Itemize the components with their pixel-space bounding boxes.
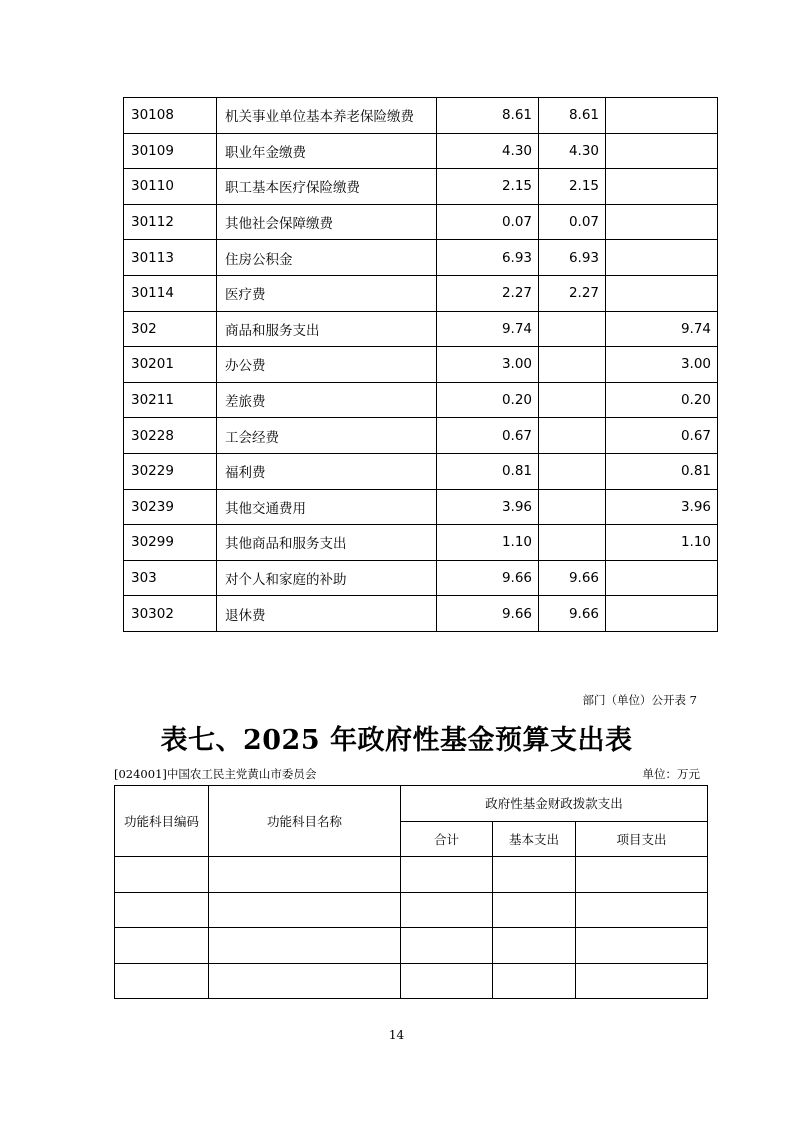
cell-total: 8.61 xyxy=(437,98,539,134)
header-project: 项目支出 xyxy=(576,821,708,857)
cell-name: 工会经费 xyxy=(217,418,437,454)
cell-project xyxy=(606,98,718,134)
table-row xyxy=(124,560,718,596)
cell-project xyxy=(606,275,718,311)
cell-project: 1.10 xyxy=(606,525,718,561)
empty-row xyxy=(115,857,708,893)
table-row xyxy=(124,98,718,134)
cell-basic xyxy=(539,347,606,383)
unit-label: 单位：万元 xyxy=(642,767,700,781)
cell-total: 4.30 xyxy=(437,133,539,169)
empty-row xyxy=(115,963,708,999)
cell-project xyxy=(606,133,718,169)
header-basic: 基本支出 xyxy=(493,821,576,857)
header-function-code: 功能科目编码 xyxy=(115,786,209,857)
table-row xyxy=(124,525,718,561)
cell-code: 30239 xyxy=(124,489,217,525)
cell-basic: 8.61 xyxy=(539,98,606,134)
table-row xyxy=(124,133,718,169)
fund-expenditure-table xyxy=(114,785,708,999)
table-row xyxy=(124,418,718,454)
table-row xyxy=(124,382,718,418)
cell-name: 机关事业单位基本养老保险缴费 xyxy=(217,98,437,134)
cell-code: 30299 xyxy=(124,525,217,561)
cell-code: 30114 xyxy=(124,275,217,311)
empty-row xyxy=(115,928,708,964)
cell-project: 3.00 xyxy=(606,347,718,383)
table-row xyxy=(124,347,718,383)
cell-total: 3.00 xyxy=(437,347,539,383)
cell-code: 302 xyxy=(124,311,217,347)
public-table-label: 部门（单位）公开表 7 xyxy=(582,693,697,707)
cell-project: 0.81 xyxy=(606,453,718,489)
cell-name: 福利费 xyxy=(217,453,437,489)
header-function-name: 功能科目名称 xyxy=(209,786,401,857)
cell-code: 30109 xyxy=(124,133,217,169)
cell-basic: 4.30 xyxy=(539,133,606,169)
cell-name: 差旅费 xyxy=(217,382,437,418)
cell-basic xyxy=(539,311,606,347)
cell-code: 30229 xyxy=(124,453,217,489)
cell-project xyxy=(606,240,718,276)
table-title: 表七、2025 年政府性基金预算支出表 xyxy=(160,725,633,756)
cell-project: 0.20 xyxy=(606,382,718,418)
cell-total: 1.10 xyxy=(437,525,539,561)
cell-basic: 2.15 xyxy=(539,169,606,205)
cell-basic: 9.66 xyxy=(539,596,606,632)
empty-row xyxy=(115,892,708,928)
cell-project xyxy=(606,596,718,632)
unit-name: [024001]中国农工民主党黄山市委员会 xyxy=(114,767,317,781)
cell-name: 对个人和家庭的补助 xyxy=(217,560,437,596)
cell-name: 住房公积金 xyxy=(217,240,437,276)
cell-name: 医疗费 xyxy=(217,275,437,311)
cell-project: 9.74 xyxy=(606,311,718,347)
cell-name: 其他社会保障缴费 xyxy=(217,204,437,240)
cell-code: 303 xyxy=(124,560,217,596)
table-row xyxy=(124,240,718,276)
cell-name: 退休费 xyxy=(217,596,437,632)
cell-total: 0.20 xyxy=(437,382,539,418)
header-fund-group: 政府性基金财政拨款支出 xyxy=(401,786,708,822)
cell-basic: 0.07 xyxy=(539,204,606,240)
cell-code: 30110 xyxy=(124,169,217,205)
cell-project: 0.67 xyxy=(606,418,718,454)
cell-total: 2.27 xyxy=(437,275,539,311)
table-row xyxy=(124,596,718,632)
budget-table xyxy=(123,97,718,632)
table-row xyxy=(124,489,718,525)
cell-total: 2.15 xyxy=(437,169,539,205)
cell-basic: 9.66 xyxy=(539,560,606,596)
cell-code: 30113 xyxy=(124,240,217,276)
cell-name: 办公费 xyxy=(217,347,437,383)
cell-code: 30228 xyxy=(124,418,217,454)
cell-basic xyxy=(539,418,606,454)
cell-code: 30112 xyxy=(124,204,217,240)
cell-basic xyxy=(539,453,606,489)
cell-total: 9.74 xyxy=(437,311,539,347)
cell-basic: 6.93 xyxy=(539,240,606,276)
table-row xyxy=(124,204,718,240)
cell-project xyxy=(606,169,718,205)
table-row xyxy=(124,311,718,347)
table-row xyxy=(124,453,718,489)
cell-total: 9.66 xyxy=(437,596,539,632)
cell-total: 9.66 xyxy=(437,560,539,596)
page-number: 14 xyxy=(388,1028,405,1042)
cell-name: 职工基本医疗保险缴费 xyxy=(217,169,437,205)
cell-project xyxy=(606,560,718,596)
cell-code: 30108 xyxy=(124,98,217,134)
cell-total: 3.96 xyxy=(437,489,539,525)
cell-code: 30211 xyxy=(124,382,217,418)
cell-basic: 2.27 xyxy=(539,275,606,311)
cell-total: 0.81 xyxy=(437,453,539,489)
cell-code: 30201 xyxy=(124,347,217,383)
cell-code: 30302 xyxy=(124,596,217,632)
cell-basic xyxy=(539,382,606,418)
cell-basic xyxy=(539,489,606,525)
cell-total: 6.93 xyxy=(437,240,539,276)
header-total: 合计 xyxy=(401,821,493,857)
cell-project xyxy=(606,204,718,240)
cell-name: 职业年金缴费 xyxy=(217,133,437,169)
cell-project: 3.96 xyxy=(606,489,718,525)
cell-name: 其他商品和服务支出 xyxy=(217,525,437,561)
cell-total: 0.07 xyxy=(437,204,539,240)
cell-basic xyxy=(539,525,606,561)
table-row xyxy=(124,275,718,311)
cell-name: 商品和服务支出 xyxy=(217,311,437,347)
cell-name: 其他交通费用 xyxy=(217,489,437,525)
cell-total: 0.67 xyxy=(437,418,539,454)
table-row xyxy=(124,169,718,205)
